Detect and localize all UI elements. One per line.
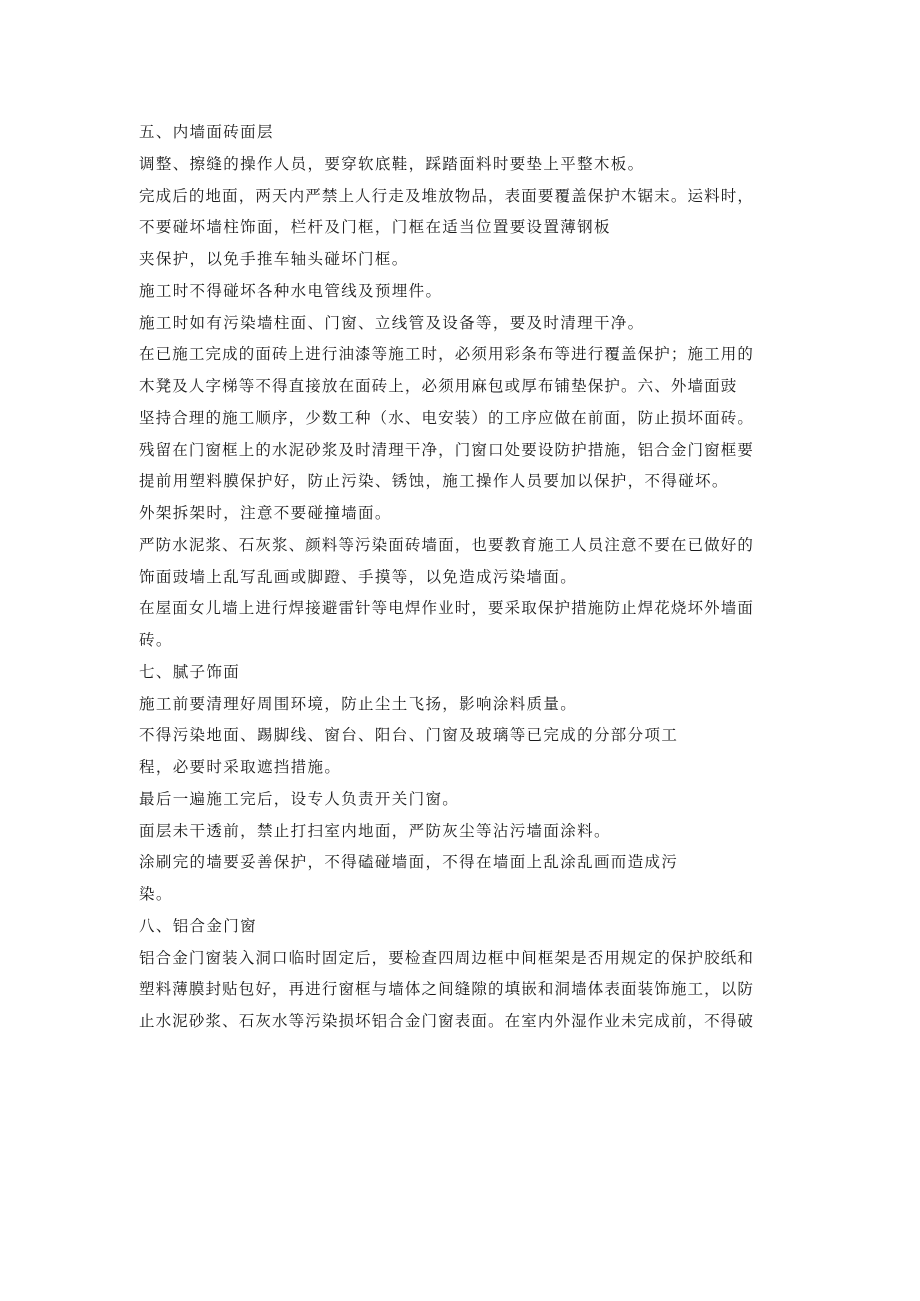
paragraph-line: 外架拆架时，注意不要碰撞墙面。 — [139, 504, 392, 522]
paragraph-line: 施工时不得碰坏各种水电管线及预埋件。 — [139, 281, 443, 300]
document-body — [139, 117, 779, 1038]
paragraph-line: 坚持合理的施工顺序，少数工种（水、电安装）的工序应做在前面，防止损坏面砖。 — [139, 408, 754, 427]
paragraph-line: 施工前要清理好周围环境，防止尘土飞扬，影响涂料质量。 — [139, 694, 578, 713]
paragraph-line: 面层未干透前，禁止打扫室内地面，严防灰尘等沾污墙面涂料。 — [139, 821, 611, 840]
paragraph-line: 在已施工完成的面砖上进行油漆等施工时，必须用彩条布等进行覆盖保护；施工用的 — [139, 345, 754, 364]
paragraph-line: 夹保护，以免手推车轴头碰坏门框。 — [139, 250, 409, 268]
paragraph-line: 砖。 — [139, 631, 173, 649]
paragraph-line: 完成后的地面，两天内严禁上人行走及堆放物品，表面要覆盖保护木锯末。运料时， — [139, 186, 754, 205]
paragraph-line: 残留在门窗框上的水泥砂浆及时清理干净，门窗口处要设防护措施，铝合金门窗框要 — [139, 440, 754, 459]
section-heading-5: 五、内墙面砖面层 — [139, 123, 274, 141]
paragraph-line: 不得污染地面、踢脚线、窗台、阳台、门窗及玻璃等已完成的分部分项工 — [139, 726, 679, 745]
paragraph-line: 程，必要时采取遮挡措施。 — [139, 758, 342, 776]
section-heading-8: 八、铝合金门窗 — [139, 916, 257, 935]
paragraph-line: 施工时如有污染墙柱面、门窗、立线管及设备等，要及时清理干净。 — [139, 313, 645, 332]
paragraph-line: 不要碰坏墙柱饰面，栏杆及门框，门框在适当位置要设置薄钢板 — [139, 218, 611, 237]
paragraph-line: 木凳及人字梯等不得直接放在面砖上，必须用麻包或厚布铺垫保护。六、外墙面豉 — [139, 377, 738, 395]
paragraph-line: 饰面豉墙上乱写乱画或脚蹬、手摸等，以免造成污染墙面。 — [139, 567, 578, 586]
paragraph-line: 调整、擦缝的操作人员，要穿软底鞋，踩踏面料时要垫上平整木板。 — [139, 154, 645, 173]
paragraph-line: 止水泥砂浆、石灰水等污染损坏铝合金门窗表面。在室内外湿作业未完成前，不得破 — [139, 1012, 754, 1030]
paragraph-line: 在屋面女儿墙上进行焊接避雷针等电焊作业时，要采取保护措施防止焊花烧坏外墙面 — [139, 599, 754, 618]
paragraph-line: 提前用塑料膜保护好，防止污染、锈蚀，施工操作人员要加以保护，不得碰坏。 — [139, 472, 729, 491]
paragraph-line: 塑料薄膜封贴包好，再进行窗框与墙体之间缝隙的填嵌和洞墙体表面装饰施工，以防 — [139, 980, 754, 999]
paragraph-line: 严防水泥浆、石灰浆、颜料等污染面砖墙面，也要教育施工人员注意不要在已做好的 — [139, 535, 754, 554]
section-heading-7: 七、腻子饰面 — [139, 662, 241, 681]
paragraph-line: 铝合金门窗装入洞口临时固定后，要检查四周边框中间框架是否用规定的保护胶纸和 — [139, 948, 754, 967]
paragraph-line: 涂刷完的墙要妥善保护，不得磕碰墙面，不得在墙面上乱涂乱画而造成污 — [139, 853, 679, 872]
paragraph-line: 染。 — [139, 885, 173, 903]
paragraph-line: 最后一遍施工完后，设专人负责开关门窗。 — [139, 789, 460, 808]
